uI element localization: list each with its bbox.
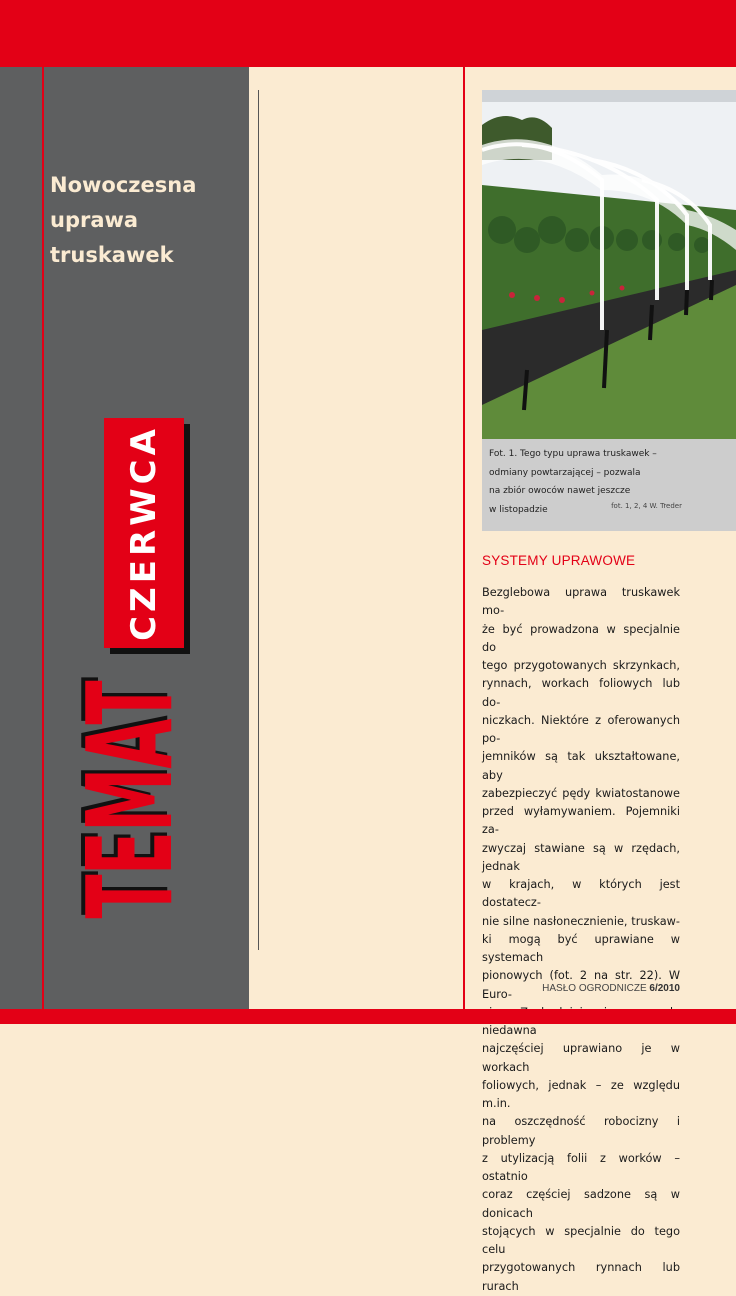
month-label-box (104, 418, 184, 648)
body-line: przed wyłamywaniem. Pojemniki za- (482, 805, 680, 837)
column-red-rule (463, 67, 465, 1009)
body-line: nie silne nasłonecznienie, truskaw- (482, 914, 680, 928)
body-line: rynnach, workach foliowych lub do- (482, 677, 680, 709)
caption-line: na zbiór owoców nawet jeszcze (489, 486, 631, 496)
body-line: stojących w specjalnie do tego celu (482, 1224, 680, 1256)
body-line: jemników są tak ukształtowane, aby (482, 750, 680, 782)
body-line: zabezpieczyć pędy kwiatostanowe (482, 786, 680, 800)
article-body (482, 584, 680, 1296)
bottom-red-bar (0, 1009, 736, 1024)
issue-number: 6/2010 (649, 983, 680, 994)
article-title (50, 168, 245, 273)
body-line: coraz częściej sadzone są w donicach (482, 1188, 680, 1220)
body-line: ki mogą być uprawiane w systemach (482, 932, 680, 964)
top-red-bar (0, 0, 736, 67)
section-label-wrap (60, 650, 200, 950)
caption-line: Fot. 1. Tego typu uprawa truskawek – (489, 449, 657, 459)
body-line: foliowych, jednak – ze względu m.in. (482, 1078, 680, 1110)
caption-line: odmiany powtarzającej – pozwala (489, 467, 641, 478)
title-line-2: uprawa (50, 208, 139, 232)
section-label: TEMAT (61, 681, 199, 919)
photo-credit: fot. 1, 2, 4 W. Treder (611, 502, 682, 510)
body-line: najczęściej uprawiano je w workach (482, 1042, 680, 1074)
body-line: tego przygotowanych skrzynkach, (482, 659, 680, 672)
caption-line: w listopadzie (489, 504, 548, 515)
body-line: w krajach, w których jest dostatecz- (482, 878, 680, 910)
body-line: niedawna (482, 1024, 537, 1037)
body-line: z utylizacją folii z worków – ostatnio (482, 1151, 680, 1183)
body-line: Bezglebowa uprawa truskawek mo- (482, 586, 680, 618)
body-line: pionowych (fot. 2 na str. 22). W Euro- (482, 969, 680, 1001)
title-line-1: Nowoczesna (50, 173, 197, 197)
left-red-rule (42, 67, 44, 1009)
section-heading: SYSTEMY UPRAWOWE (482, 553, 636, 568)
body-line: zwyczaj stawiane są w rzędach, jednak (482, 841, 680, 873)
body-line: na oszczędność robocizny i problemy (482, 1115, 680, 1147)
vertical-divider (258, 90, 259, 950)
title-line-3: truskawek (50, 243, 174, 267)
magazine-name: HASŁO OGRODNICZE (542, 983, 650, 994)
body-line: przygotowanych rynnach lub rurach (482, 1261, 680, 1293)
page-footer (530, 983, 680, 994)
month-label: CZERWCA (124, 425, 164, 641)
body-line: że być prowadzona w specjalnie do (482, 622, 680, 654)
strawberry-tunnel-photo (482, 90, 736, 439)
body-line: niczkach. Niektóre z oferowanych po- (482, 713, 680, 745)
